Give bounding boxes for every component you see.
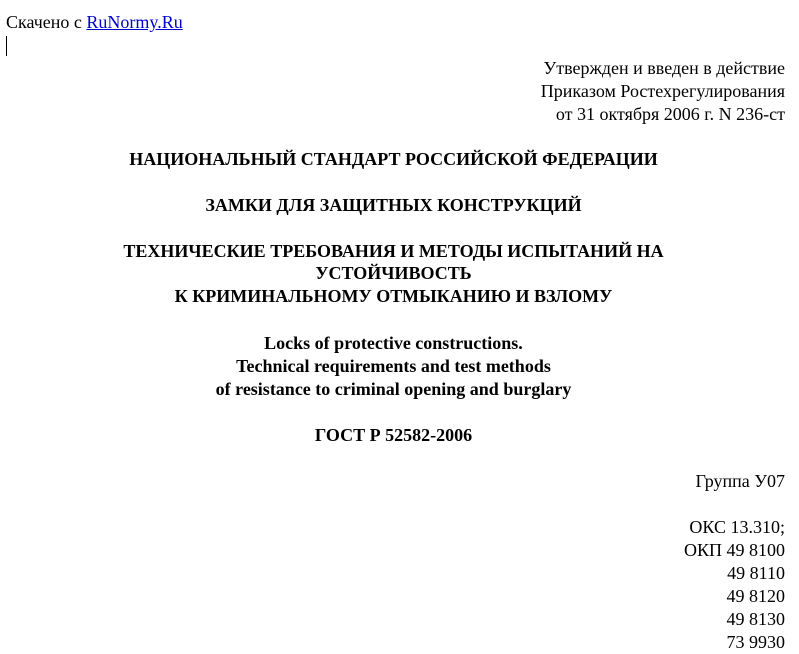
subject-title: ЗАМКИ ДЛЯ ЗАЩИТНЫХ КОНСТРУКЦИЙ [205, 195, 582, 215]
requirements-title-line-3: К КРИМИНАЛЬНОМУ ОТМЫКАНИЮ И ВЗЛОМУ [174, 286, 613, 306]
requirements-title-line-2: УСТОЙЧИВОСТЬ [315, 263, 472, 283]
okp-code-first: ОКП 49 8100 [683, 540, 785, 560]
okp-code: 49 8130 [726, 609, 785, 629]
requirements-title-line-1: ТЕХНИЧЕСКИЕ ТРЕБОВАНИЯ И МЕТОДЫ ИСПЫТАНИЙ НА [123, 241, 664, 261]
okp-code: 73 9930 [726, 632, 785, 652]
okp-code: 49 8120 [726, 586, 785, 606]
oks-code: ОКС 13.310; [689, 517, 785, 537]
english-title-line-3: of resistance to criminal opening and burglary [215, 379, 572, 399]
national-standard-title: НАЦИОНАЛЬНЫЙ СТАНДАРТ РОССИЙСКОЙ ФЕДЕРАЦИИ [129, 149, 658, 169]
approval-line-1: Утвержден и введен в действие [543, 58, 785, 78]
approval-line-3: от 31 октября 2006 г. N 236-ст [555, 104, 785, 124]
okp-code: 49 8110 [727, 563, 785, 583]
runormy-link[interactable]: RuNormy.Ru [86, 12, 183, 32]
group-code: Группа У07 [695, 471, 785, 491]
gost-number: ГОСТ Р 52582-2006 [314, 425, 473, 445]
downloaded-from-line [6, 11, 183, 34]
english-title-line-1: Locks of protective constructions. [264, 333, 523, 353]
text-cursor [6, 36, 7, 56]
english-title-line-2: Technical requirements and test methods [236, 356, 551, 376]
approval-line-2: Приказом Ростехрегулирования [540, 81, 785, 101]
downloaded-prefix: Скачено с [6, 12, 87, 32]
